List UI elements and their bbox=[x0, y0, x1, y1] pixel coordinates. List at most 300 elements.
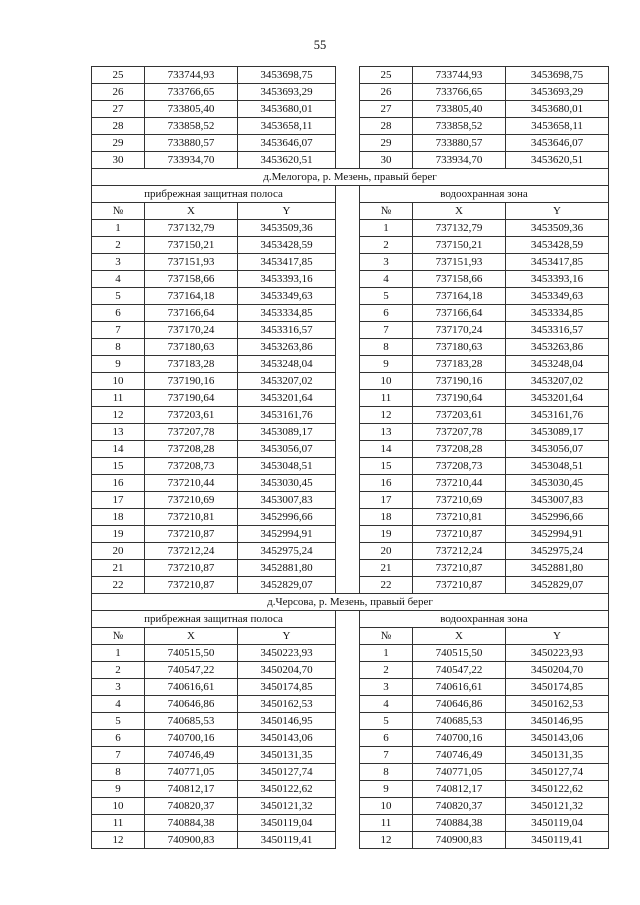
table-row bbox=[92, 730, 609, 747]
point-number-left: 25 bbox=[92, 67, 145, 84]
point-number-left: 4 bbox=[92, 696, 145, 713]
y-coordinate-right: 3452881,80 bbox=[506, 560, 609, 577]
column-gap bbox=[336, 781, 360, 798]
x-coordinate-left: 733744,93 bbox=[145, 67, 238, 84]
point-number-left: 18 bbox=[92, 509, 145, 526]
point-number-right: 5 bbox=[360, 288, 413, 305]
point-number-right: 7 bbox=[360, 322, 413, 339]
x-coordinate-right: 737210,69 bbox=[413, 492, 506, 509]
column-gap bbox=[336, 764, 360, 781]
point-number-right: 5 bbox=[360, 713, 413, 730]
x-coordinate-left: 733880,57 bbox=[145, 135, 238, 152]
y-coordinate-left: 3453316,57 bbox=[238, 322, 336, 339]
y-coordinate-right: 3453693,29 bbox=[506, 84, 609, 101]
table-row bbox=[92, 509, 609, 526]
column-gap bbox=[336, 203, 360, 220]
point-number-right: 7 bbox=[360, 747, 413, 764]
y-coordinate-left: 3453048,51 bbox=[238, 458, 336, 475]
point-number-left: 11 bbox=[92, 815, 145, 832]
x-coordinate-right: 733858,52 bbox=[413, 118, 506, 135]
y-coordinate-left: 3453417,85 bbox=[238, 254, 336, 271]
table-row bbox=[92, 645, 609, 662]
y-coordinate-right: 3450122,62 bbox=[506, 781, 609, 798]
point-number-right: 9 bbox=[360, 781, 413, 798]
point-number-right: 18 bbox=[360, 509, 413, 526]
table-row bbox=[92, 220, 609, 237]
y-coordinate-left: 3452829,07 bbox=[238, 577, 336, 594]
x-coordinate-right: 740700,16 bbox=[413, 730, 506, 747]
column-gap bbox=[336, 424, 360, 441]
table-row bbox=[92, 577, 609, 594]
column-gap bbox=[336, 288, 360, 305]
point-number-left: 1 bbox=[92, 220, 145, 237]
column-gap bbox=[336, 118, 360, 135]
x-coordinate-left: 733805,40 bbox=[145, 101, 238, 118]
point-number-right: 8 bbox=[360, 764, 413, 781]
point-number-right: 2 bbox=[360, 662, 413, 679]
column-header-y: Y bbox=[238, 628, 336, 645]
x-coordinate-right: 740746,49 bbox=[413, 747, 506, 764]
left-zone-heading: прибрежная защитная полоса bbox=[92, 611, 336, 628]
column-gap bbox=[336, 458, 360, 475]
x-coordinate-left: 737210,87 bbox=[145, 526, 238, 543]
column-header-x: X bbox=[145, 628, 238, 645]
y-coordinate-left: 3450131,35 bbox=[238, 747, 336, 764]
x-coordinate-left: 737190,16 bbox=[145, 373, 238, 390]
y-coordinate-left: 3450223,93 bbox=[238, 645, 336, 662]
point-number-left: 16 bbox=[92, 475, 145, 492]
column-header-row bbox=[92, 203, 609, 220]
coordinates-table bbox=[91, 66, 609, 849]
table-row bbox=[92, 832, 609, 849]
column-header-num: № bbox=[360, 628, 413, 645]
x-coordinate-left: 733858,52 bbox=[145, 118, 238, 135]
y-coordinate-left: 3453334,85 bbox=[238, 305, 336, 322]
y-coordinate-right: 3453089,17 bbox=[506, 424, 609, 441]
column-gap bbox=[336, 407, 360, 424]
point-number-left: 19 bbox=[92, 526, 145, 543]
column-gap bbox=[336, 271, 360, 288]
y-coordinate-left: 3450121,32 bbox=[238, 798, 336, 815]
x-coordinate-right: 737210,44 bbox=[413, 475, 506, 492]
table-row bbox=[92, 747, 609, 764]
y-coordinate-right: 3450146,95 bbox=[506, 713, 609, 730]
y-coordinate-left: 3452881,80 bbox=[238, 560, 336, 577]
column-gap bbox=[336, 798, 360, 815]
x-coordinate-right: 737190,64 bbox=[413, 390, 506, 407]
y-coordinate-right: 3453048,51 bbox=[506, 458, 609, 475]
table-row bbox=[92, 781, 609, 798]
y-coordinate-left: 3453201,64 bbox=[238, 390, 336, 407]
x-coordinate-left: 737212,24 bbox=[145, 543, 238, 560]
y-coordinate-left: 3453428,59 bbox=[238, 237, 336, 254]
point-number-right: 10 bbox=[360, 373, 413, 390]
x-coordinate-left: 737210,81 bbox=[145, 509, 238, 526]
column-gap bbox=[336, 322, 360, 339]
column-gap bbox=[336, 67, 360, 84]
column-header-num: № bbox=[360, 203, 413, 220]
table-row bbox=[92, 560, 609, 577]
x-coordinate-right: 740616,61 bbox=[413, 679, 506, 696]
x-coordinate-right: 737151,93 bbox=[413, 254, 506, 271]
y-coordinate-left: 3450122,62 bbox=[238, 781, 336, 798]
point-number-left: 7 bbox=[92, 322, 145, 339]
point-number-right: 1 bbox=[360, 645, 413, 662]
column-gap bbox=[336, 526, 360, 543]
point-number-right: 15 bbox=[360, 458, 413, 475]
table-row bbox=[92, 798, 609, 815]
x-coordinate-left: 733766,65 bbox=[145, 84, 238, 101]
table-row bbox=[92, 339, 609, 356]
y-coordinate-right: 3452829,07 bbox=[506, 577, 609, 594]
y-coordinate-left: 3453658,11 bbox=[238, 118, 336, 135]
y-coordinate-left: 3453693,29 bbox=[238, 84, 336, 101]
point-number-right: 3 bbox=[360, 254, 413, 271]
x-coordinate-right: 737150,21 bbox=[413, 237, 506, 254]
column-gap bbox=[336, 543, 360, 560]
x-coordinate-right: 740646,86 bbox=[413, 696, 506, 713]
y-coordinate-right: 3450121,32 bbox=[506, 798, 609, 815]
point-number-left: 2 bbox=[92, 237, 145, 254]
table-row bbox=[92, 152, 609, 169]
x-coordinate-left: 737158,66 bbox=[145, 271, 238, 288]
point-number-left: 6 bbox=[92, 305, 145, 322]
y-coordinate-right: 3453698,75 bbox=[506, 67, 609, 84]
y-coordinate-left: 3452994,91 bbox=[238, 526, 336, 543]
y-coordinate-left: 3450162,53 bbox=[238, 696, 336, 713]
x-coordinate-left: 740685,53 bbox=[145, 713, 238, 730]
point-number-right: 26 bbox=[360, 84, 413, 101]
table-row bbox=[92, 356, 609, 373]
table-row bbox=[92, 458, 609, 475]
point-number-left: 6 bbox=[92, 730, 145, 747]
y-coordinate-right: 3453680,01 bbox=[506, 101, 609, 118]
point-number-left: 8 bbox=[92, 339, 145, 356]
x-coordinate-right: 737132,79 bbox=[413, 220, 506, 237]
column-gap bbox=[336, 390, 360, 407]
y-coordinate-right: 3453334,85 bbox=[506, 305, 609, 322]
x-coordinate-right: 740685,53 bbox=[413, 713, 506, 730]
table-row bbox=[92, 713, 609, 730]
point-number-right: 12 bbox=[360, 407, 413, 424]
x-coordinate-right: 737164,18 bbox=[413, 288, 506, 305]
point-number-left: 15 bbox=[92, 458, 145, 475]
point-number-right: 13 bbox=[360, 424, 413, 441]
point-number-right: 4 bbox=[360, 696, 413, 713]
column-gap bbox=[336, 305, 360, 322]
table-row bbox=[92, 305, 609, 322]
column-header-y: Y bbox=[506, 203, 609, 220]
x-coordinate-right: 737170,24 bbox=[413, 322, 506, 339]
y-coordinate-right: 3450223,93 bbox=[506, 645, 609, 662]
x-coordinate-left: 733934,70 bbox=[145, 152, 238, 169]
column-gap bbox=[336, 611, 360, 628]
column-gap bbox=[336, 84, 360, 101]
column-gap bbox=[336, 730, 360, 747]
x-coordinate-right: 733880,57 bbox=[413, 135, 506, 152]
y-coordinate-left: 3453509,36 bbox=[238, 220, 336, 237]
x-coordinate-left: 737151,93 bbox=[145, 254, 238, 271]
point-number-left: 10 bbox=[92, 798, 145, 815]
table-row bbox=[92, 390, 609, 407]
table-row bbox=[92, 237, 609, 254]
y-coordinate-left: 3453349,63 bbox=[238, 288, 336, 305]
column-header-y: Y bbox=[506, 628, 609, 645]
column-gap bbox=[336, 152, 360, 169]
x-coordinate-left: 737164,18 bbox=[145, 288, 238, 305]
x-coordinate-right: 737210,87 bbox=[413, 526, 506, 543]
point-number-left: 4 bbox=[92, 271, 145, 288]
table-row bbox=[92, 662, 609, 679]
y-coordinate-left: 3450174,85 bbox=[238, 679, 336, 696]
x-coordinate-left: 737208,73 bbox=[145, 458, 238, 475]
table-row bbox=[92, 441, 609, 458]
y-coordinate-right: 3452994,91 bbox=[506, 526, 609, 543]
point-number-right: 3 bbox=[360, 679, 413, 696]
column-gap bbox=[336, 679, 360, 696]
x-coordinate-right: 740900,83 bbox=[413, 832, 506, 849]
y-coordinate-right: 3453417,85 bbox=[506, 254, 609, 271]
table-row bbox=[92, 271, 609, 288]
x-coordinate-right: 740884,38 bbox=[413, 815, 506, 832]
y-coordinate-right: 3453509,36 bbox=[506, 220, 609, 237]
y-coordinate-right: 3453007,83 bbox=[506, 492, 609, 509]
x-coordinate-right: 740820,37 bbox=[413, 798, 506, 815]
y-coordinate-left: 3450146,95 bbox=[238, 713, 336, 730]
column-gap bbox=[336, 628, 360, 645]
column-gap bbox=[336, 475, 360, 492]
point-number-right: 27 bbox=[360, 101, 413, 118]
column-gap bbox=[336, 101, 360, 118]
x-coordinate-right: 737212,24 bbox=[413, 543, 506, 560]
table-row bbox=[92, 492, 609, 509]
y-coordinate-left: 3453646,07 bbox=[238, 135, 336, 152]
column-gap bbox=[336, 186, 360, 203]
y-coordinate-right: 3450131,35 bbox=[506, 747, 609, 764]
x-coordinate-right: 737208,28 bbox=[413, 441, 506, 458]
x-coordinate-right: 740515,50 bbox=[413, 645, 506, 662]
point-number-left: 5 bbox=[92, 713, 145, 730]
x-coordinate-right: 737203,61 bbox=[413, 407, 506, 424]
table-row bbox=[92, 764, 609, 781]
column-gap bbox=[336, 373, 360, 390]
right-zone-heading: водоохранная зона bbox=[360, 611, 609, 628]
point-number-right: 14 bbox=[360, 441, 413, 458]
point-number-left: 1 bbox=[92, 645, 145, 662]
x-coordinate-left: 740616,61 bbox=[145, 679, 238, 696]
point-number-right: 8 bbox=[360, 339, 413, 356]
column-header-num: № bbox=[92, 203, 145, 220]
point-number-left: 12 bbox=[92, 407, 145, 424]
point-number-left: 5 bbox=[92, 288, 145, 305]
section-heading-row bbox=[92, 186, 609, 203]
x-coordinate-right: 737210,87 bbox=[413, 560, 506, 577]
x-coordinate-left: 740646,86 bbox=[145, 696, 238, 713]
y-coordinate-right: 3453207,02 bbox=[506, 373, 609, 390]
table-row bbox=[92, 288, 609, 305]
table-row bbox=[92, 101, 609, 118]
x-coordinate-right: 737210,81 bbox=[413, 509, 506, 526]
point-number-left: 9 bbox=[92, 781, 145, 798]
column-gap bbox=[336, 645, 360, 662]
column-gap bbox=[336, 356, 360, 373]
point-number-right: 20 bbox=[360, 543, 413, 560]
y-coordinate-right: 3453393,16 bbox=[506, 271, 609, 288]
x-coordinate-left: 740515,50 bbox=[145, 645, 238, 662]
y-coordinate-right: 3450143,06 bbox=[506, 730, 609, 747]
point-number-right: 4 bbox=[360, 271, 413, 288]
column-gap bbox=[336, 747, 360, 764]
column-gap bbox=[336, 339, 360, 356]
point-number-right: 19 bbox=[360, 526, 413, 543]
section-heading-row bbox=[92, 611, 609, 628]
point-number-left: 30 bbox=[92, 152, 145, 169]
x-coordinate-right: 740771,05 bbox=[413, 764, 506, 781]
x-coordinate-left: 740812,17 bbox=[145, 781, 238, 798]
column-header-x: X bbox=[145, 203, 238, 220]
point-number-right: 17 bbox=[360, 492, 413, 509]
x-coordinate-right: 733744,93 bbox=[413, 67, 506, 84]
point-number-left: 7 bbox=[92, 747, 145, 764]
x-coordinate-left: 737210,69 bbox=[145, 492, 238, 509]
x-coordinate-right: 740547,22 bbox=[413, 662, 506, 679]
x-coordinate-right: 737180,63 bbox=[413, 339, 506, 356]
x-coordinate-left: 740547,22 bbox=[145, 662, 238, 679]
x-coordinate-right: 740812,17 bbox=[413, 781, 506, 798]
y-coordinate-left: 3453248,04 bbox=[238, 356, 336, 373]
y-coordinate-right: 3453201,64 bbox=[506, 390, 609, 407]
column-gap bbox=[336, 441, 360, 458]
x-coordinate-left: 737166,64 bbox=[145, 305, 238, 322]
y-coordinate-right: 3450174,85 bbox=[506, 679, 609, 696]
point-number-left: 8 bbox=[92, 764, 145, 781]
section-title-row bbox=[92, 594, 609, 611]
y-coordinate-left: 3450119,41 bbox=[238, 832, 336, 849]
column-gap bbox=[336, 815, 360, 832]
x-coordinate-left: 740884,38 bbox=[145, 815, 238, 832]
point-number-left: 11 bbox=[92, 390, 145, 407]
x-coordinate-right: 737183,28 bbox=[413, 356, 506, 373]
x-coordinate-left: 737180,63 bbox=[145, 339, 238, 356]
column-gap bbox=[336, 560, 360, 577]
column-header-x: X bbox=[413, 628, 506, 645]
point-number-right: 11 bbox=[360, 390, 413, 407]
column-header-row bbox=[92, 628, 609, 645]
point-number-left: 9 bbox=[92, 356, 145, 373]
point-number-right: 25 bbox=[360, 67, 413, 84]
point-number-left: 26 bbox=[92, 84, 145, 101]
section-title-row bbox=[92, 169, 609, 186]
table-row bbox=[92, 526, 609, 543]
y-coordinate-right: 3450127,74 bbox=[506, 764, 609, 781]
x-coordinate-left: 737210,87 bbox=[145, 577, 238, 594]
y-coordinate-left: 3450119,04 bbox=[238, 815, 336, 832]
table-row bbox=[92, 424, 609, 441]
column-header-num: № bbox=[92, 628, 145, 645]
point-number-right: 1 bbox=[360, 220, 413, 237]
point-number-right: 11 bbox=[360, 815, 413, 832]
table-row bbox=[92, 475, 609, 492]
x-coordinate-left: 737150,21 bbox=[145, 237, 238, 254]
column-gap bbox=[336, 577, 360, 594]
y-coordinate-right: 3453646,07 bbox=[506, 135, 609, 152]
point-number-left: 10 bbox=[92, 373, 145, 390]
column-gap bbox=[336, 713, 360, 730]
x-coordinate-right: 733805,40 bbox=[413, 101, 506, 118]
x-coordinate-left: 737170,24 bbox=[145, 322, 238, 339]
column-gap bbox=[336, 832, 360, 849]
left-zone-heading: прибрежная защитная полоса bbox=[92, 186, 336, 203]
y-coordinate-right: 3453428,59 bbox=[506, 237, 609, 254]
page-number: 55 bbox=[313, 38, 327, 52]
y-coordinate-left: 3453393,16 bbox=[238, 271, 336, 288]
x-coordinate-left: 740746,49 bbox=[145, 747, 238, 764]
point-number-right: 29 bbox=[360, 135, 413, 152]
x-coordinate-left: 737208,28 bbox=[145, 441, 238, 458]
section-title: д.Черсова, р. Мезень, правый берег bbox=[92, 594, 609, 611]
y-coordinate-right: 3450119,04 bbox=[506, 815, 609, 832]
y-coordinate-left: 3453030,45 bbox=[238, 475, 336, 492]
y-coordinate-right: 3452975,24 bbox=[506, 543, 609, 560]
y-coordinate-right: 3453161,76 bbox=[506, 407, 609, 424]
y-coordinate-left: 3450204,70 bbox=[238, 662, 336, 679]
point-number-right: 9 bbox=[360, 356, 413, 373]
section-title: д.Мелогора, р. Мезень, правый берег bbox=[92, 169, 609, 186]
y-coordinate-right: 3453620,51 bbox=[506, 152, 609, 169]
point-number-left: 14 bbox=[92, 441, 145, 458]
x-coordinate-left: 737207,78 bbox=[145, 424, 238, 441]
y-coordinate-right: 3453248,04 bbox=[506, 356, 609, 373]
x-coordinate-right: 737190,16 bbox=[413, 373, 506, 390]
y-coordinate-left: 3453056,07 bbox=[238, 441, 336, 458]
x-coordinate-left: 740900,83 bbox=[145, 832, 238, 849]
point-number-right: 2 bbox=[360, 237, 413, 254]
point-number-left: 17 bbox=[92, 492, 145, 509]
table-row bbox=[92, 696, 609, 713]
x-coordinate-left: 740700,16 bbox=[145, 730, 238, 747]
point-number-right: 16 bbox=[360, 475, 413, 492]
x-coordinate-right: 733766,65 bbox=[413, 84, 506, 101]
point-number-right: 12 bbox=[360, 832, 413, 849]
column-gap bbox=[336, 220, 360, 237]
table-row bbox=[92, 815, 609, 832]
column-gap bbox=[336, 696, 360, 713]
y-coordinate-left: 3453207,02 bbox=[238, 373, 336, 390]
point-number-left: 27 bbox=[92, 101, 145, 118]
point-number-right: 10 bbox=[360, 798, 413, 815]
point-number-right: 28 bbox=[360, 118, 413, 135]
point-number-right: 6 bbox=[360, 305, 413, 322]
table-row bbox=[92, 407, 609, 424]
point-number-left: 13 bbox=[92, 424, 145, 441]
table-row bbox=[92, 84, 609, 101]
point-number-right: 22 bbox=[360, 577, 413, 594]
y-coordinate-right: 3453056,07 bbox=[506, 441, 609, 458]
y-coordinate-left: 3452996,66 bbox=[238, 509, 336, 526]
table-row bbox=[92, 254, 609, 271]
column-gap bbox=[336, 237, 360, 254]
y-coordinate-right: 3453658,11 bbox=[506, 118, 609, 135]
point-number-left: 12 bbox=[92, 832, 145, 849]
point-number-left: 29 bbox=[92, 135, 145, 152]
x-coordinate-right: 733934,70 bbox=[413, 152, 506, 169]
point-number-left: 20 bbox=[92, 543, 145, 560]
point-number-left: 3 bbox=[92, 254, 145, 271]
x-coordinate-left: 737183,28 bbox=[145, 356, 238, 373]
x-coordinate-right: 737158,66 bbox=[413, 271, 506, 288]
y-coordinate-right: 3453030,45 bbox=[506, 475, 609, 492]
x-coordinate-left: 740820,37 bbox=[145, 798, 238, 815]
